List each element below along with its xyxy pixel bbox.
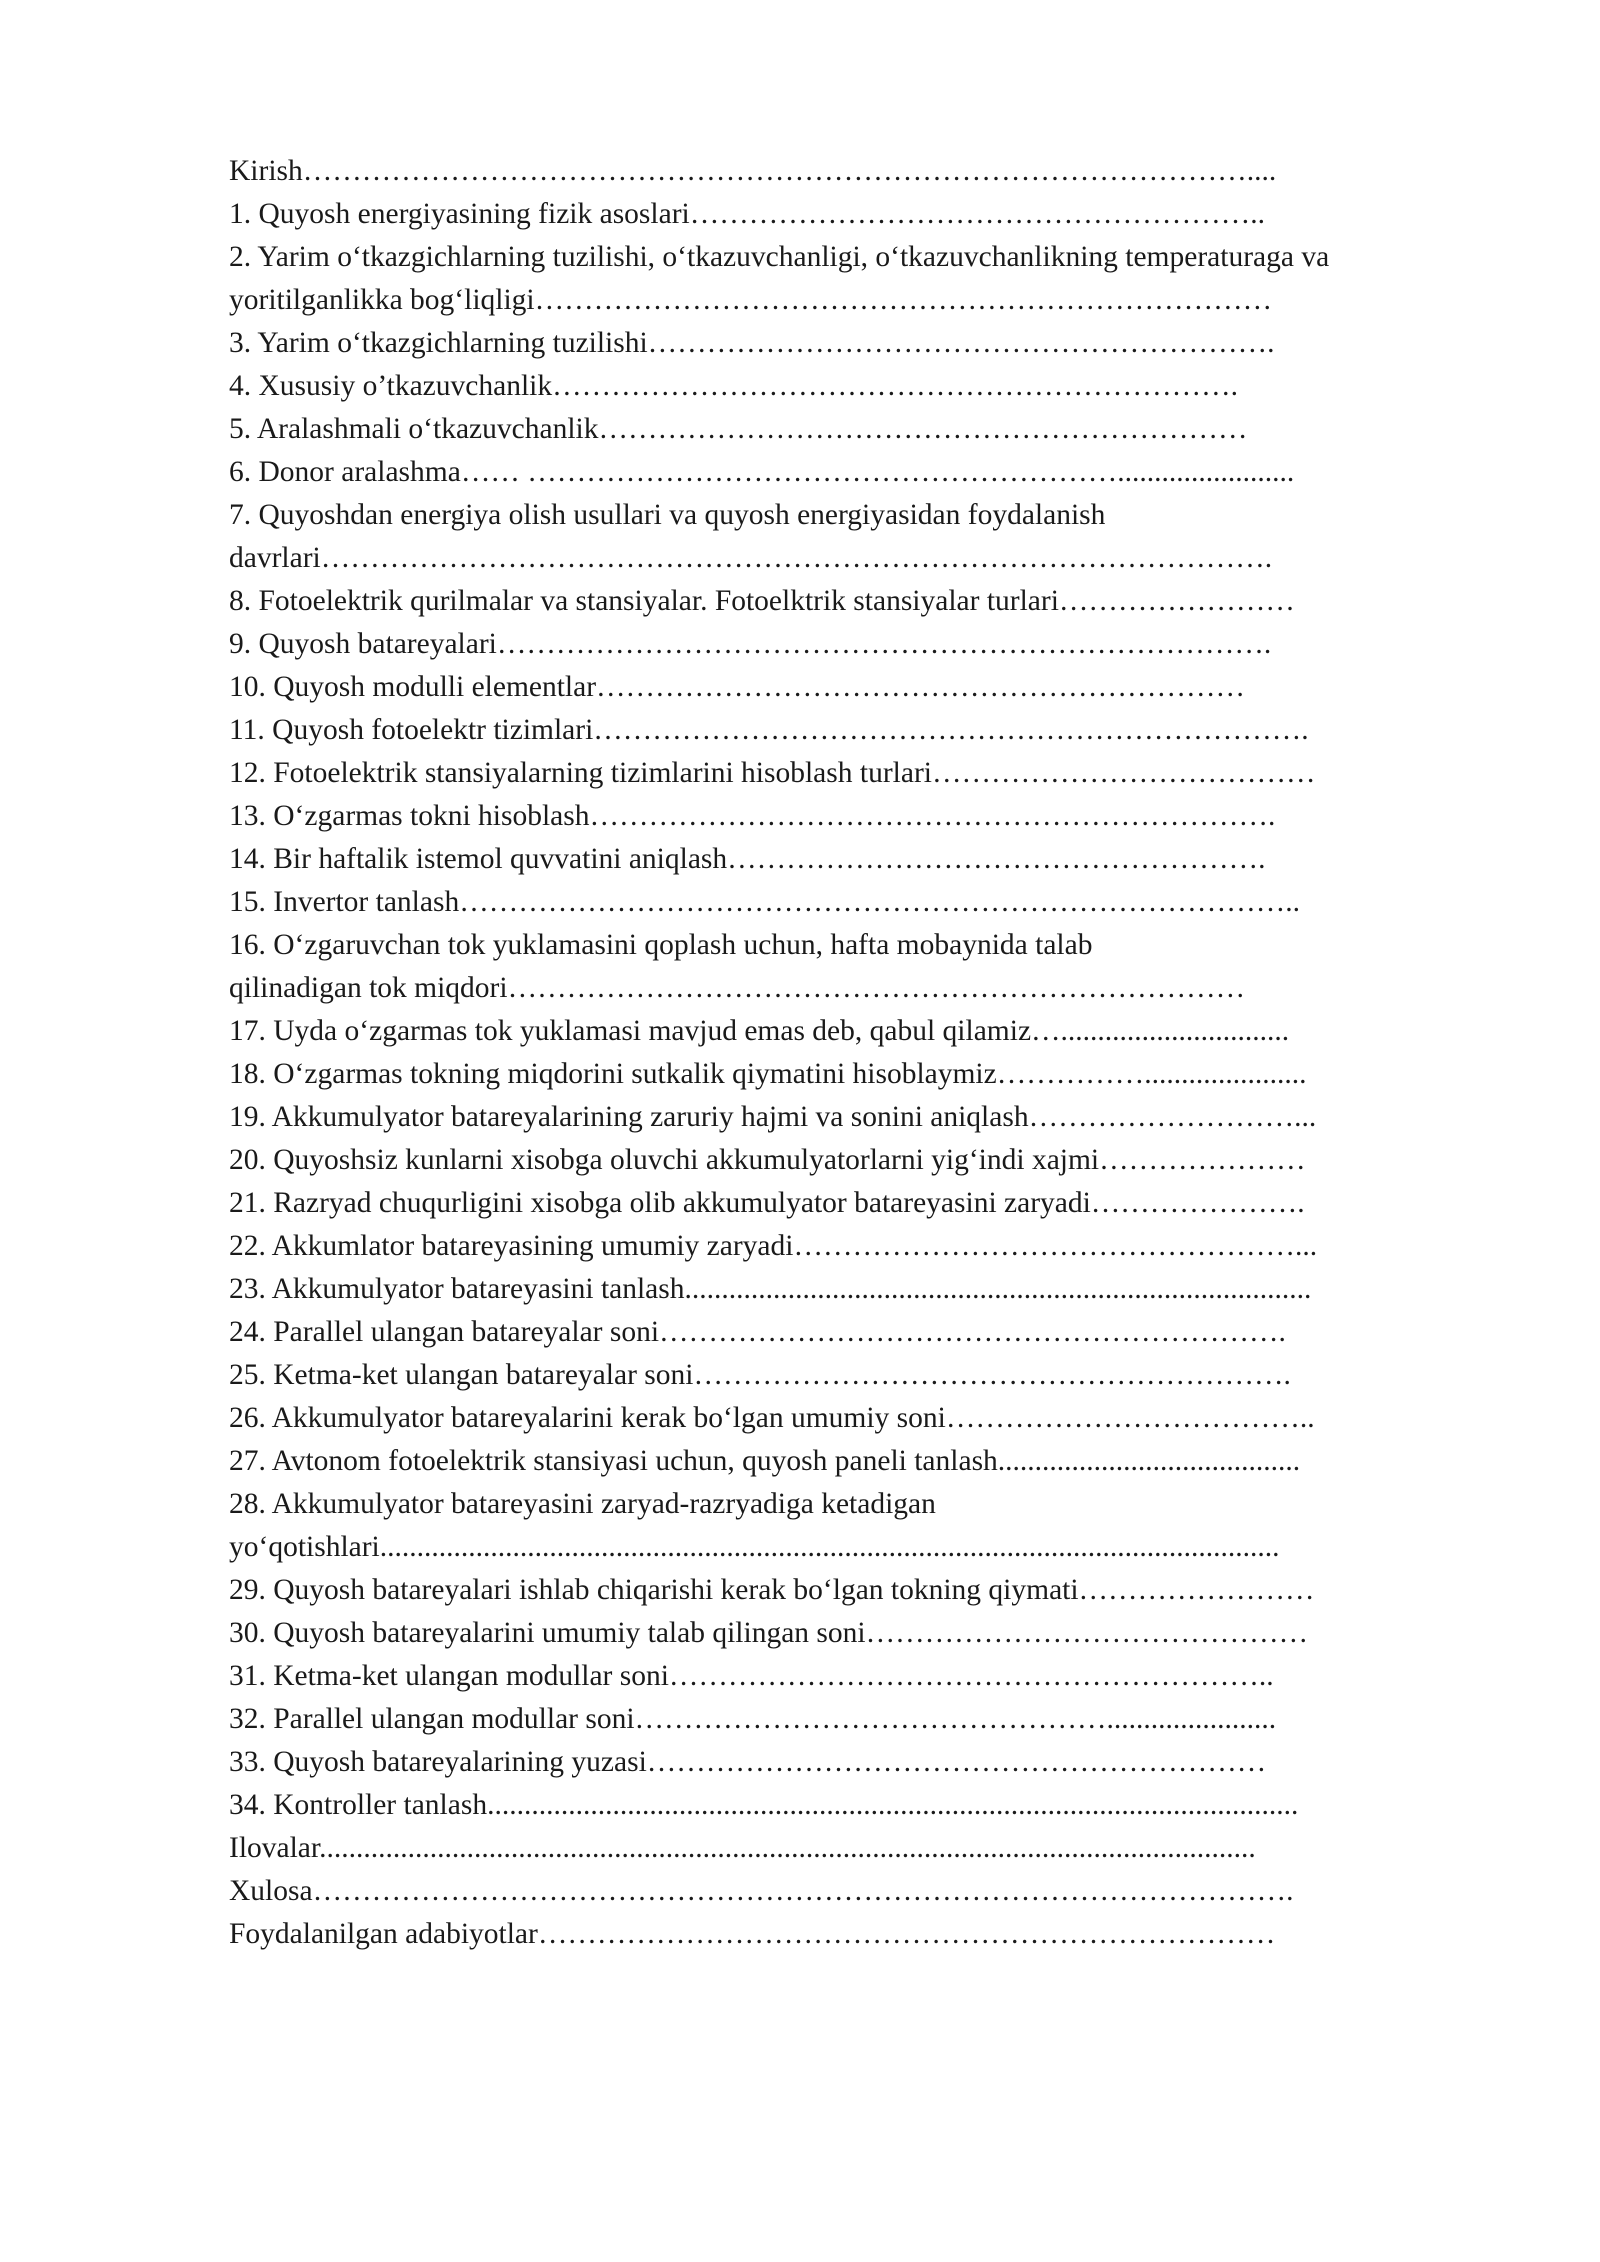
toc-entry-6: 6. Donor aralashma…… ……………………………………………………........................ (229, 456, 1295, 488)
toc-entry-28-cont: yo‘qotishlari.......................................................................................................................... (229, 1531, 1280, 1563)
table-of-contents (229, 150, 1469, 1956)
toc-entry-conclusion: Xulosa………………………………………………………………………………………. (229, 1875, 1294, 1907)
toc-entry-16: 16. O‘zgaruvchan tok yuklamasini qoplash uchun, hafta mobaynida talab (229, 929, 1093, 961)
toc-entry-13: 13. O‘zgarmas tokni hisoblash……………………………………………………………. (229, 800, 1276, 832)
toc-entry-14: 14. Bir haftalik istemol quvvatini aniqlash………………………………………………. (229, 843, 1266, 875)
toc-entry-8: 8. Fotoelektrik qurilmalar va stansiyalar. Fotoelktrik stansiyalar turlari…………………… (229, 585, 1295, 617)
toc-entry-20: 20. Quyoshsiz kunlarni xisobga oluvchi akkumulyatorlarni yig‘indi xajmi………………… (229, 1144, 1306, 1176)
toc-entry-4: 4. Xususiy o’tkazuvchanlik……………………………………………………………. (229, 370, 1238, 402)
toc-entry-29: 29. Quyosh batareyalari ishlab chiqarishi kerak bo‘lgan tokning qiymati…………………… (229, 1574, 1315, 1606)
toc-entry-3: 3. Yarim o‘tkazgichlarning tuzilishi………………………………………………………. (229, 327, 1275, 359)
toc-entry-11: 11. Quyosh fotoelektr tizimlari………………………………………………………………. (229, 714, 1309, 746)
toc-entry-2-cont: yoritilganlikka bog‘liqligi………………………………………………………………… (229, 284, 1273, 316)
toc-entry-25: 25. Ketma-ket ulangan batareyalar soni……………………………………………………. (229, 1359, 1291, 1391)
toc-entry-12: 12. Fotoelektrik stansiyalarning tizimlarini hisoblash turlari………………………………… (229, 757, 1316, 789)
toc-entry-24: 24. Parallel ulangan batareyalar soni………………………………………………………. (229, 1316, 1286, 1348)
toc-entry-2: 2. Yarim o‘tkazgichlarning tuzilishi, o‘tkazuvchanligi, o‘tkazuvchanlikning temperaturaga va (229, 241, 1330, 273)
toc-entry-7-cont: davrlari……………………………………………………………………………………. (229, 542, 1273, 574)
toc-entry-7: 7. Quyoshdan energiya olish usullari va quyosh energiyasidan foydalanish (229, 499, 1106, 531)
toc-entry-5: 5. Aralashmali o‘tkazuvchanlik………………………………………………………… (229, 413, 1248, 445)
toc-entry-1: 1. Quyosh energiyasining fizik asoslari………………………………………………….. (229, 198, 1265, 230)
toc-entry-17: 17. Uyda o‘zgarmas tok yuklamasi mavjud emas deb, qabul qilamiz…............................... (229, 1015, 1290, 1047)
toc-entry-references: Foydalanilgan adabiyotlar………………………………………………………………… (229, 1918, 1276, 1950)
toc-entry-27: 27. Avtonom fotoelektrik stansiyasi uchun, quyosh paneli tanlash......................................... (229, 1445, 1301, 1477)
toc-entry-18: 18. O‘zgarmas tokning miqdorini sutkalik qiymatini hisoblaymiz……………...................... (229, 1058, 1307, 1090)
toc-entry-22: 22. Akkumlator batareyasining umumiy zaryadi……………………………………………... (229, 1230, 1318, 1262)
toc-entry-28: 28. Akkumulyator batareyasini zaryad-razryadiga ketadigan (229, 1488, 936, 1520)
toc-entry-30: 30. Quyosh batareyalarini umumiy talab qilingan soni……………………………………… (229, 1617, 1309, 1649)
toc-entry-19: 19. Akkumulyator batareyalarining zaruriy hajmi va sonini aniqlash………………………... (229, 1101, 1317, 1133)
toc-entry-31: 31. Ketma-ket ulangan modullar soni…………………………………………………….. (229, 1660, 1274, 1692)
toc-entry-appendices: Ilovalar............................................................................................................................... (229, 1832, 1256, 1864)
toc-entry-23: 23. Akkumulyator batareyasini tanlash..................................................................................... (229, 1273, 1312, 1305)
toc-entry-10: 10. Quyosh modulli elementlar………………………………………………………… (229, 671, 1246, 703)
toc-entry-21: 21. Razryad chuqurligini xisobga olib akkumulyator batareyasini zaryadi…………………. (229, 1187, 1305, 1219)
toc-entry-34: 34. Kontroller tanlash.............................................................................................................. (229, 1789, 1299, 1821)
toc-entry-16-cont: qilinadigan tok miqdori………………………………………………………………… (229, 972, 1246, 1004)
toc-entry-9: 9. Quyosh batareyalari……………………………………………………………………. (229, 628, 1272, 660)
toc-entry-15: 15. Invertor tanlash………………………………………………………………………….. (229, 886, 1300, 918)
toc-entry-32: 32. Parallel ulangan modullar soni…………………………………………....................... (229, 1703, 1277, 1735)
toc-entry-intro: Kirish…………………………………………………………………………………….... (229, 155, 1277, 187)
toc-entry-33: 33. Quyosh batareyalarining yuzasi……………………………………………………… (229, 1746, 1267, 1778)
toc-entry-26: 26. Akkumulyator batareyalarini kerak bo‘lgan umumiy soni……………………………….. (229, 1402, 1315, 1434)
